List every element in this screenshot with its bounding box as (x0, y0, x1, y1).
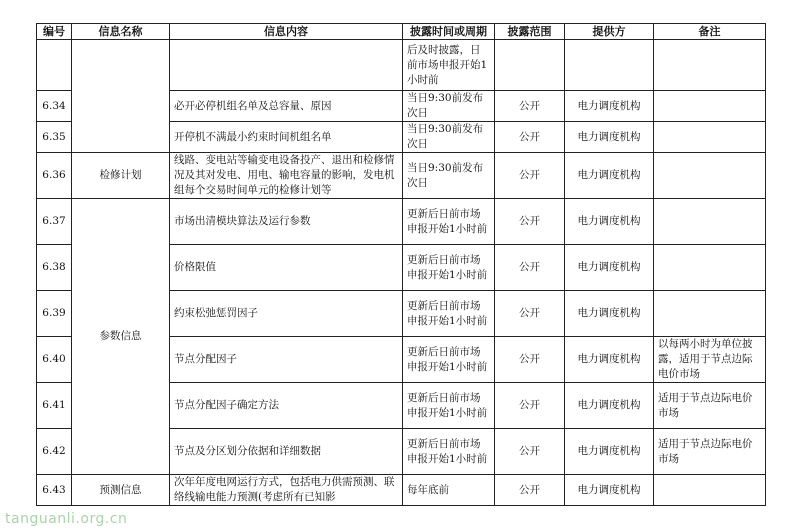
row-id: 6.35 (37, 122, 72, 153)
header-remark: 备注 (654, 24, 766, 40)
row-scope: 公开 (495, 91, 565, 122)
row-content: 开停机不满最小约束时间机组名单 (170, 122, 403, 153)
table-header-row (37, 24, 766, 40)
row-time: 更新后日前市场申报开始1小时前 (403, 383, 495, 429)
row-remark (654, 291, 766, 337)
row-content-cell (170, 475, 403, 506)
row-content: 价格限值 (170, 245, 403, 291)
row-content (170, 40, 403, 91)
row-time: 后及时披露，日前市场申报开始1小时前 (403, 40, 495, 91)
row-name-empty (72, 40, 170, 153)
row-id: 6.38 (37, 245, 72, 291)
row-time: 更新后日前市场申报开始1小时前 (403, 245, 495, 291)
row-id: 6.39 (37, 291, 72, 337)
table-row (37, 199, 766, 245)
group-forecast: 预测信息 (72, 475, 170, 506)
row-remark (654, 122, 766, 153)
row-provider: 电力调度机构 (565, 91, 654, 122)
row-remark (654, 40, 766, 91)
row-content: 节点及分区划分依据和详细数据 (170, 429, 403, 475)
row-provider: 电力调度机构 (565, 383, 654, 429)
row-time: 当日9:30前发布次日 (403, 91, 495, 122)
group-parameters: 参数信息 (72, 199, 170, 475)
row-id: 6.40 (37, 337, 72, 383)
row-remark (654, 153, 766, 199)
site-watermark: tanguanli.org.cn (5, 511, 128, 527)
header-time: 披露时间或周期 (403, 24, 495, 40)
row-time: 更新后日前市场申报开始1小时前 (403, 291, 495, 337)
table-row (37, 40, 766, 91)
row-remark: 适用于节点边际电价市场 (654, 429, 766, 475)
row-id: 6.41 (37, 383, 72, 429)
row-scope: 公开 (495, 199, 565, 245)
header-provider: 提供方 (565, 24, 654, 40)
table-row (37, 153, 766, 199)
group-maintenance: 检修计划 (72, 153, 170, 199)
disclosure-table (36, 23, 766, 506)
row-id: 6.36 (37, 153, 72, 199)
row-provider: 电力调度机构 (565, 429, 654, 475)
row-provider: 电力调度机构 (565, 475, 654, 506)
row-content: 节点分配因子确定方法 (170, 383, 403, 429)
row-time: 当日9:30前发布次日 (403, 122, 495, 153)
row-time: 更新后日前市场申报开始1小时前 (403, 337, 495, 383)
row-id: 6.34 (37, 91, 72, 122)
row-content: 次年年度电网运行方式，包括电力供需预测、联络线输电能力预测(考虑所有已知影 (174, 476, 395, 503)
row-id (37, 40, 72, 91)
row-id: 6.42 (37, 429, 72, 475)
header-name: 信息名称 (72, 24, 170, 40)
row-provider: 电力调度机构 (565, 245, 654, 291)
row-provider: 电力调度机构 (565, 199, 654, 245)
row-scope: 公开 (495, 337, 565, 383)
row-time: 当日9:30前发布次日 (403, 153, 495, 199)
row-scope: 公开 (495, 153, 565, 199)
row-remark: 以每两小时为单位披露，适用于节点边际电价市场 (654, 337, 766, 383)
header-scope: 披露范围 (495, 24, 565, 40)
row-scope: 公开 (495, 429, 565, 475)
row-provider: 电力调度机构 (565, 153, 654, 199)
table-row (37, 475, 766, 506)
row-provider: 电力调度机构 (565, 337, 654, 383)
row-time: 更新后日前市场申报开始1小时前 (403, 199, 495, 245)
row-remark (654, 91, 766, 122)
row-scope: 公开 (495, 245, 565, 291)
row-provider: 电力调度机构 (565, 122, 654, 153)
row-remark (654, 475, 766, 506)
row-content: 节点分配因子 (170, 337, 403, 383)
row-content: 必开必停机组名单及总容量、原因 (170, 91, 403, 122)
row-remark (654, 245, 766, 291)
row-time: 更新后日前市场申报开始1小时前 (403, 429, 495, 475)
row-scope: 公开 (495, 383, 565, 429)
row-content: 市场出清模块算法及运行参数 (170, 199, 403, 245)
row-content: 约束松弛惩罚因子 (170, 291, 403, 337)
row-scope (495, 40, 565, 91)
header-content: 信息内容 (170, 24, 403, 40)
row-remark (654, 199, 766, 245)
header-id: 编号 (37, 24, 72, 40)
row-scope: 公开 (495, 475, 565, 506)
row-id: 6.37 (37, 199, 72, 245)
row-id: 6.43 (37, 475, 72, 506)
row-scope: 公开 (495, 122, 565, 153)
row-remark: 适用于节点边际电价市场 (654, 383, 766, 429)
row-provider (565, 40, 654, 91)
row-provider: 电力调度机构 (565, 291, 654, 337)
row-time: 每年底前 (403, 475, 495, 506)
row-content: 线路、变电站等输变电设备投产、退出和检修情况及其对发电、用电、输电容量的影响，发电机组每个交易时间单元的检修计划等 (170, 153, 403, 199)
row-scope: 公开 (495, 291, 565, 337)
